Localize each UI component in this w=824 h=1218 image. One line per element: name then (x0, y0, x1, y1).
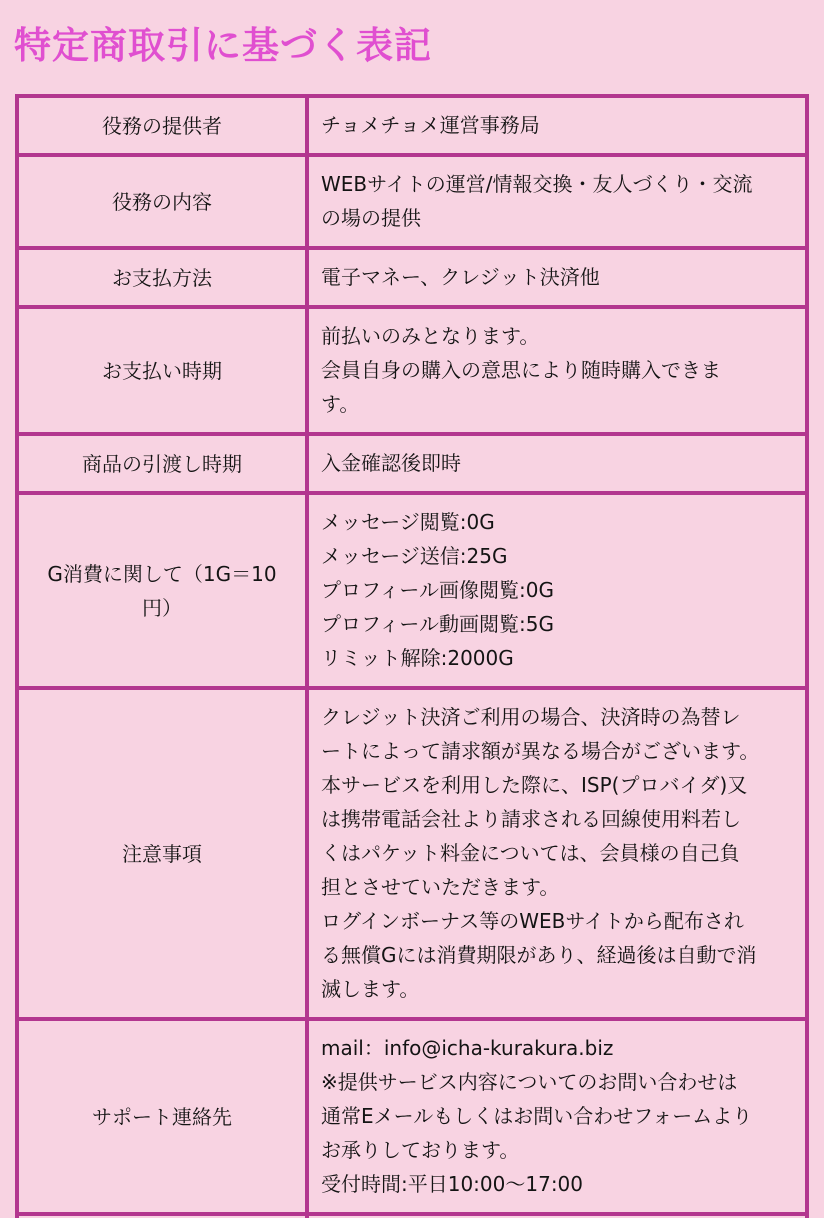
label-line: G消費に関して（1G＝10 (47, 561, 277, 586)
table-row (17, 688, 807, 1019)
value-line: メッセージ閲覧:0G (321, 510, 495, 534)
value-line: クレジット決済ご利用の場合、決済時の為替レ (321, 705, 741, 729)
row-value (307, 1214, 807, 1218)
value-line: 受付時間:平日10:00〜17:00 (321, 1172, 584, 1196)
row-label: 注意事項 (17, 688, 307, 1019)
value-line: 本サービスを利用した際に、ISP(プロバイダ)又 (321, 773, 748, 797)
value-line: 滅します。 (321, 977, 420, 1001)
row-value (307, 248, 807, 307)
value-line: ログインボーナス等のWEBサイトから配布され (321, 909, 744, 933)
commerce-disclosure-table (15, 94, 809, 1218)
value-line: お承りしております。 (321, 1138, 520, 1162)
row-label: お支払方法 (17, 248, 307, 307)
value-line: す。 (321, 392, 360, 416)
value-line: 会員自身の購入の意思により随時購入できま (321, 358, 721, 382)
value-line: 入金確認後即時 (321, 451, 461, 475)
row-value (307, 1019, 807, 1214)
row-value (307, 96, 807, 155)
value-line: WEBサイトの運営/情報交換・友人づくり・交流 (321, 172, 753, 196)
table-row (17, 1019, 807, 1214)
table-row (17, 155, 807, 248)
table-row (17, 307, 807, 434)
value-line: ※提供サービス内容についてのお問い合わせは (321, 1070, 738, 1094)
value-line: 担とさせていただきます。 (321, 875, 560, 899)
row-label (17, 1214, 307, 1218)
value-line: ートによって請求額が異なる場合がございます。 (321, 739, 760, 763)
value-line: 電子マネー、クレジット決済他 (321, 265, 600, 289)
row-label (17, 493, 307, 688)
table-row (17, 493, 807, 688)
value-line: プロフィール画像閲覧:0G (321, 578, 554, 602)
value-line: の場の提供 (321, 206, 421, 230)
value-line: 通常Eメールもしくはお問い合わせフォームより (321, 1104, 753, 1128)
value-line: は携帯電話会社より請求される回線使用料若し (321, 807, 741, 831)
value-line: mail：info@icha-kurakura.biz (321, 1036, 614, 1060)
label-line: 円） (142, 595, 182, 620)
page-title: 特定商取引に基づく表記 (14, 24, 432, 67)
row-label: お支払い時期 (17, 307, 307, 434)
row-value (307, 155, 807, 248)
table-row (17, 96, 807, 155)
row-value (307, 434, 807, 493)
row-value (307, 493, 807, 688)
row-label: 商品の引渡し時期 (17, 434, 307, 493)
value-line: メッセージ送信:25G (321, 544, 508, 568)
table-row-partial (17, 1214, 807, 1218)
value-line: る無償Gには消費期限があり、経過後は自動で消 (321, 943, 757, 967)
table-row (17, 434, 807, 493)
value-line: くはパケット料金については、会員様の自己負 (321, 841, 740, 865)
row-value (307, 307, 807, 434)
table-row (17, 248, 807, 307)
value-line: プロフィール動画閲覧:5G (321, 612, 554, 636)
row-label: 役務の提供者 (17, 96, 307, 155)
row-value (307, 688, 807, 1019)
row-label: サポート連絡先 (17, 1019, 307, 1214)
value-line: チョメチョメ運営事務局 (321, 113, 540, 137)
value-line: リミット解除:2000G (321, 646, 514, 670)
value-line: 前払いのみとなります。 (321, 324, 540, 348)
row-label: 役務の内容 (17, 155, 307, 248)
